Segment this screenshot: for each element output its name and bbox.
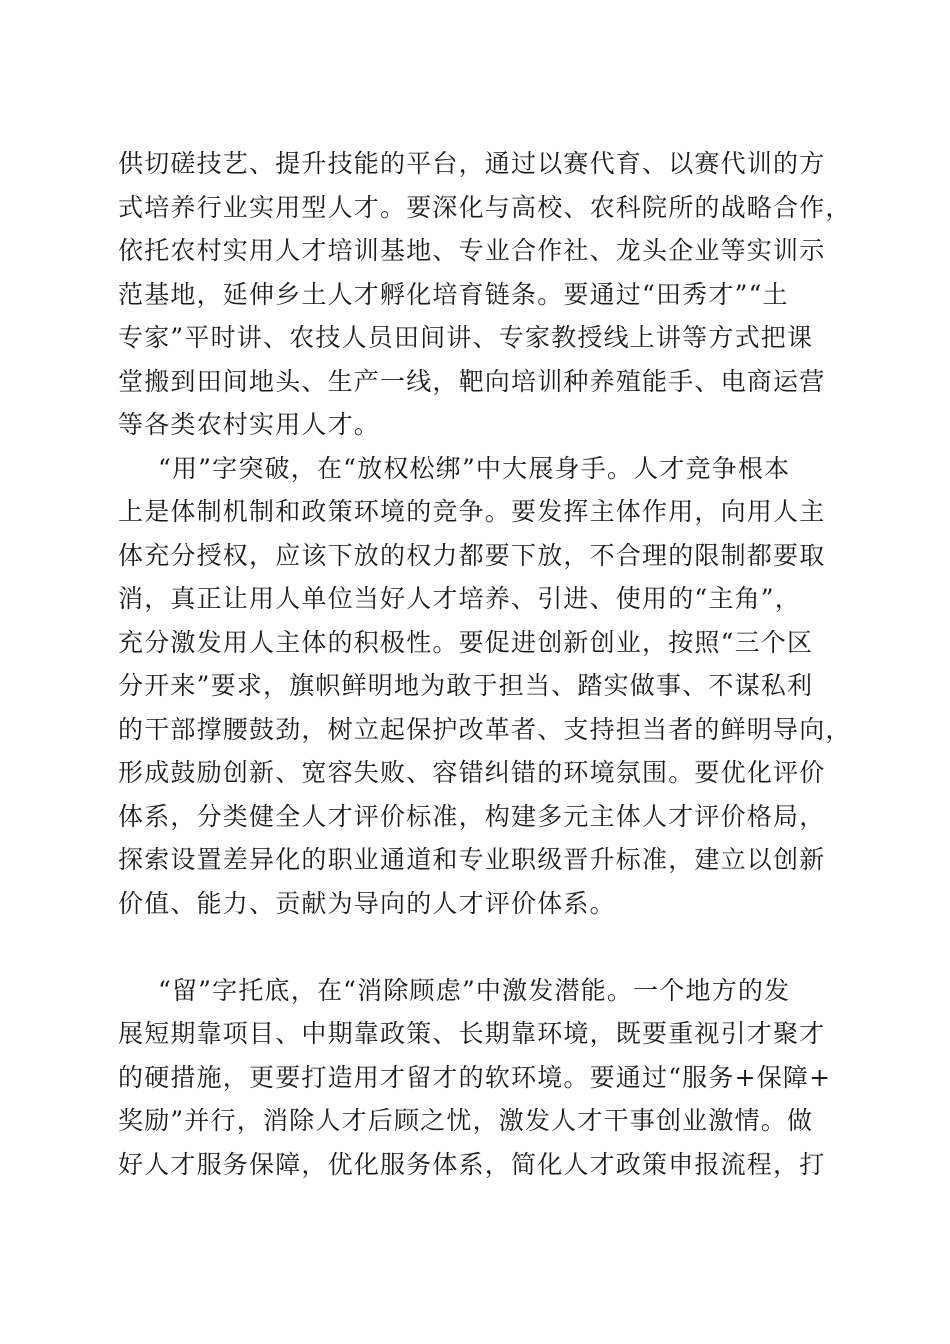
text-line xyxy=(118,925,838,969)
text-line: 体系，分类健全人才评价标准，构建多元主体人才评价格局， xyxy=(118,801,826,831)
paragraph-2 xyxy=(118,447,852,969)
text-line: 的干部撑腰鼓劲，树立起保护改革者、支持担当者的鲜明导向， xyxy=(118,714,852,744)
body-text xyxy=(118,142,852,1186)
text-line: 探索设置差异化的职业通道和专业职级晋升标准，建立以创新 xyxy=(118,845,826,874)
text-line: 等各类农村实用人才。 xyxy=(118,410,381,439)
text-line: 依托农村实用人才培训基地、专业合作社、龙头企业等实训示 xyxy=(118,236,826,265)
text-line: 范基地，延伸乡土人才孵化培育链条。要通过“田秀才”“土 xyxy=(118,279,789,309)
text-line: 奖励”并行，消除人才后顾之忧，激发人才干事创业激情。做 xyxy=(118,1106,814,1135)
text-line: 分开来”要求，旗帜鲜明地为敢于担当、踏实做事、不谋私利 xyxy=(118,671,814,700)
text-line: 的硬措施，更要打造用才留才的软环境。要通过“服务+保障+ xyxy=(118,1062,832,1092)
text-line: 堂搬到田间地头、生产一线，靶向培训种养殖能手、电商运营 xyxy=(118,366,826,396)
text-line: 供切磋技艺、提升技能的平台，通过以赛代育、以赛代训的方 xyxy=(118,149,826,178)
paragraph-1 xyxy=(118,142,852,447)
text-line: 体充分授权，应该下放的权力都要下放，不合理的限制都要取 xyxy=(118,540,826,570)
text-line: 消，真正让用人单位当好人才培养、引进、使用的“主角”， xyxy=(118,584,801,613)
text-line: 上是体制机制和政策环境的竞争。要发挥主体作用，向用人主 xyxy=(118,497,826,526)
text-line: 形成鼓励创新、宽容失败、容错纠错的环境氛围。要优化评价 xyxy=(118,758,826,787)
text-line: 专家”平时讲、农技人员田间讲、专家教授线上讲等方式把课 xyxy=(118,323,814,352)
text-line: “留”字托底，在“消除顾虑”中激发潜能。一个地方的发 xyxy=(158,975,791,1005)
paragraph-3 xyxy=(118,969,838,1187)
text-line: 价值、能力、贡献为导向的人才评价体系。 xyxy=(118,888,616,918)
text-line: 式培养行业实用型人才。要深化与高校、农科院所的战略合作， xyxy=(118,192,852,222)
text-line: 好人才服务保障，优化服务体系，简化人才政策申报流程，打 xyxy=(118,1149,826,1179)
text-line: 充分激发用人主体的积极性。要促进创新创业，按照“三个区 xyxy=(118,627,814,657)
text-line: “用”字突破，在“放权松绑”中大展身手。人才竞争根本 xyxy=(158,453,791,483)
text-line: 展短期靠项目、中期靠政策、长期靠环境，既要重视引才聚才 xyxy=(118,1019,826,1048)
